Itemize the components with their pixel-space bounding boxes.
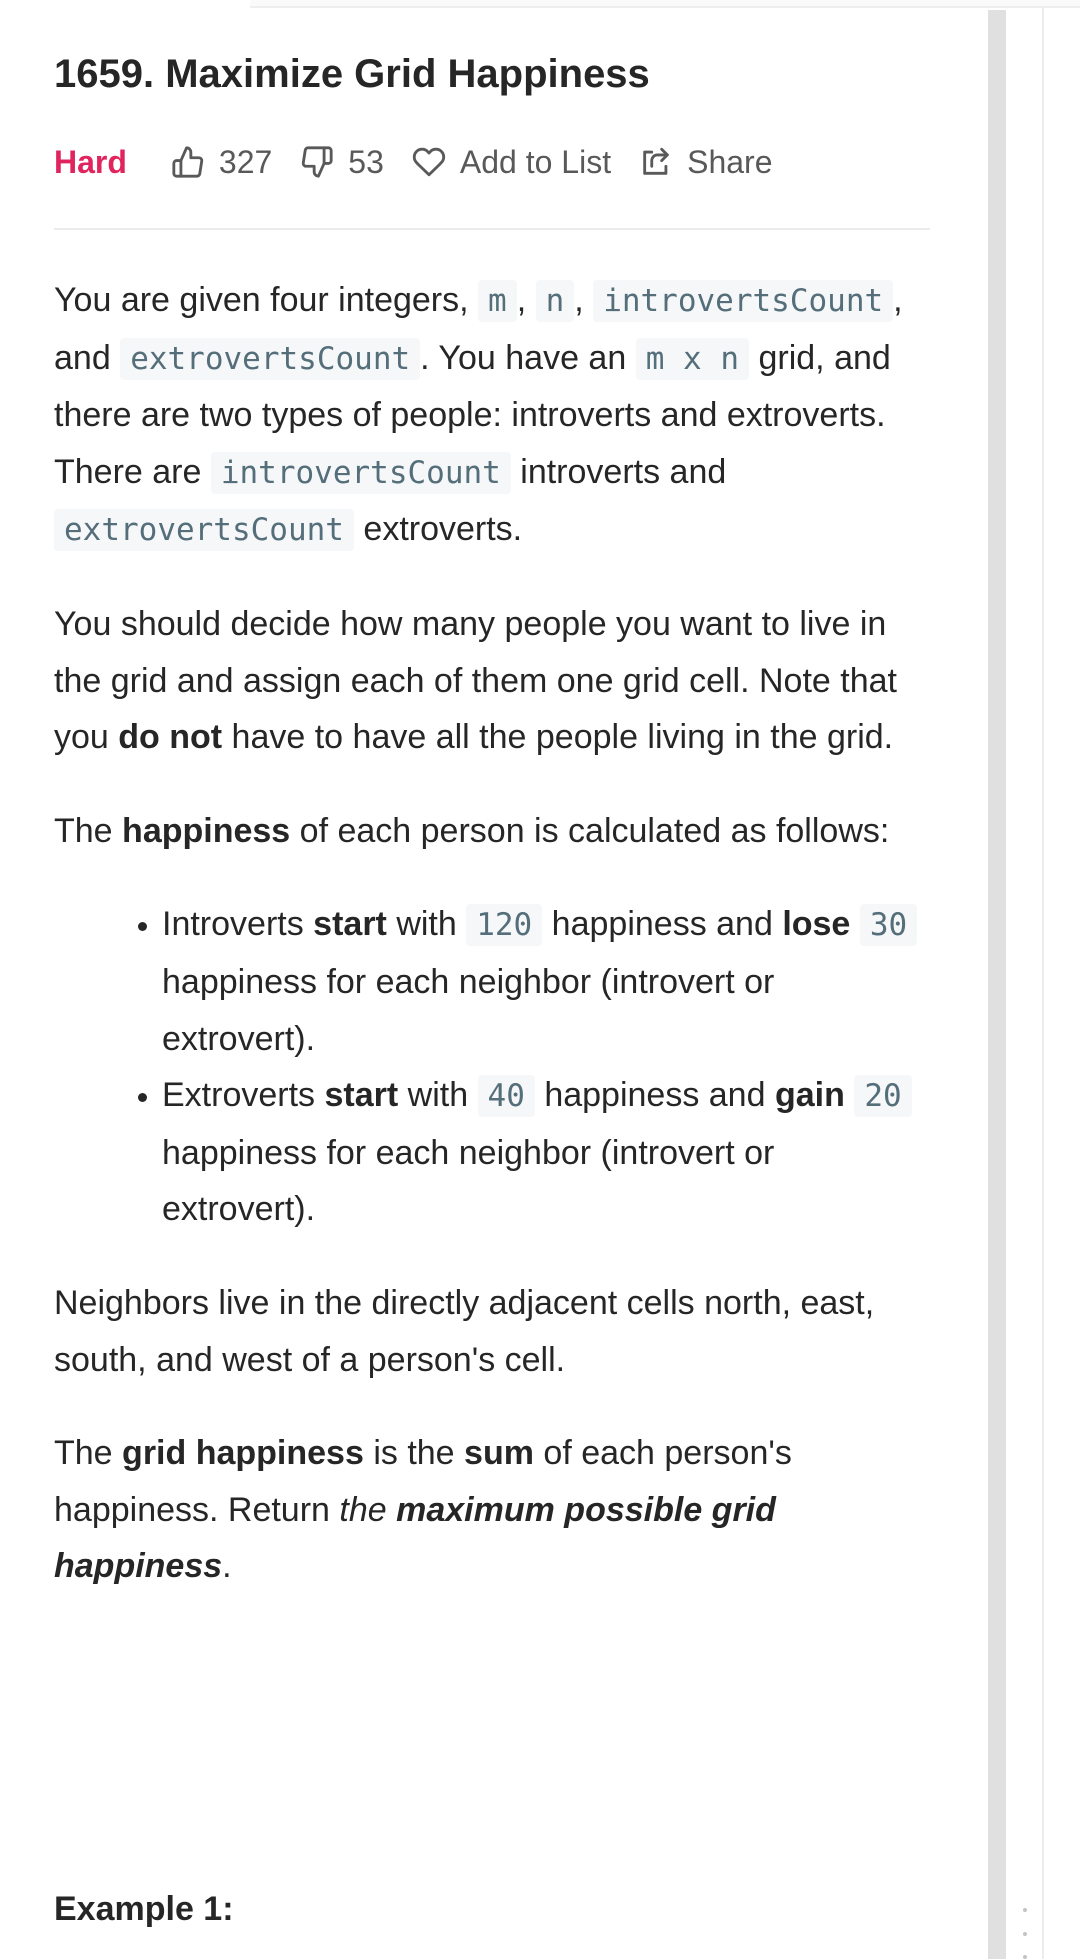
bold-text: happiness: [122, 811, 291, 850]
pane-resize-handle[interactable]: [1021, 1908, 1029, 1959]
text-span: . You have an: [420, 338, 636, 377]
inline-code: n: [536, 280, 575, 322]
inline-code: 30: [860, 904, 917, 946]
bold-text: grid happiness: [122, 1434, 364, 1473]
dislike-count: 53: [348, 143, 384, 180]
statement-paragraph: [54, 1425, 930, 1595]
happiness-rules-list: [54, 896, 930, 1238]
dislike-button[interactable]: [300, 144, 384, 181]
text-span: is the: [363, 1434, 465, 1473]
editor-pane-edge: [1042, 8, 1080, 1959]
inline-code: m: [478, 280, 517, 322]
text-span: ,: [516, 281, 536, 319]
text-span: have to have all the people living in the grid.: [222, 718, 894, 757]
problem-meta-bar: [54, 140, 800, 184]
text-span: Introverts: [162, 905, 314, 944]
difficulty-badge: Hard: [54, 143, 127, 180]
list-item: [162, 1067, 930, 1238]
text-span: The: [54, 811, 123, 850]
example-heading: Example 1:: [54, 1890, 234, 1928]
text-span: with: [398, 1076, 478, 1115]
bold-text: lose: [782, 905, 851, 944]
text-span: .: [222, 1547, 232, 1586]
statement-paragraph: [54, 596, 930, 766]
problem-statement: [54, 272, 930, 1632]
inline-code: m x n: [636, 338, 749, 380]
share-label: Share: [687, 143, 773, 180]
statement-paragraph: [54, 272, 930, 559]
like-button[interactable]: [171, 144, 272, 181]
text-span: happiness and: [542, 905, 783, 944]
text-span: [845, 1076, 854, 1114]
handle-dot: [1023, 1908, 1027, 1912]
share-icon: [639, 145, 673, 179]
handle-dot: [1023, 1932, 1027, 1936]
top-tab-edge: [250, 0, 1080, 8]
inline-code: extrovertsCount: [120, 338, 420, 380]
text-span: happiness and: [534, 1076, 775, 1115]
statement-paragraph: [54, 803, 930, 860]
bold-text: do not: [118, 718, 223, 757]
text-span: of each person is calculated as follows:: [290, 811, 890, 850]
text-span: introverts and: [510, 452, 727, 491]
page-title: 1659. Maximize Grid Happiness: [54, 52, 650, 96]
bold-text: gain: [774, 1076, 845, 1115]
text-span: Extroverts: [162, 1076, 325, 1115]
inline-code: introvertsCount: [593, 280, 893, 322]
text-span: ,: [574, 281, 594, 319]
text-span: You are given four integers,: [54, 281, 479, 319]
add-to-list-label: Add to List: [459, 143, 612, 180]
text-span: of each person's happiness. Return: [54, 1434, 792, 1529]
text-span: The: [54, 1434, 123, 1473]
statement-paragraph: [54, 1275, 930, 1388]
bold-text: start: [324, 1076, 399, 1115]
vertical-scrollbar[interactable]: [988, 10, 1006, 1959]
inline-code: 40: [478, 1075, 535, 1117]
text-span: [850, 905, 859, 943]
list-item: [162, 896, 930, 1067]
text-span: grid, and there are two types of people: introverts and extroverts. There are: [54, 338, 891, 491]
share-button[interactable]: [639, 144, 772, 181]
text-span: happiness for each neighbor (introvert or extrovert).: [162, 962, 775, 1058]
text-span: Neighbors live in the directly adjacent cells north, east, south, and west of a person's cell.: [54, 1283, 875, 1379]
bold-text: sum: [464, 1434, 534, 1473]
inline-code: extrovertsCount: [54, 509, 354, 551]
inline-code: 120: [466, 904, 542, 946]
heart-icon: [412, 145, 446, 179]
thumbs-up-icon: [171, 145, 205, 179]
header-divider: [54, 228, 930, 230]
bold-italic-text: maximum possible grid happiness: [54, 1490, 776, 1586]
text-span: extroverts.: [353, 510, 523, 549]
bold-text: start: [313, 905, 387, 944]
italic-text: the: [339, 1490, 397, 1529]
inline-code: introvertsCount: [211, 452, 511, 494]
text-span: happiness for each neighbor (introvert or extrovert).: [162, 1133, 775, 1229]
text-span: You should decide how many people you want to live in the grid and assign each of them one grid cell. Note that you: [54, 604, 897, 757]
thumbs-down-icon: [300, 145, 334, 179]
like-count: 327: [218, 143, 273, 180]
add-to-list-button[interactable]: [412, 144, 611, 181]
handle-dot: [1023, 1955, 1027, 1959]
text-span: , and: [54, 281, 903, 377]
text-span: with: [386, 905, 467, 944]
inline-code: 20: [854, 1075, 911, 1117]
